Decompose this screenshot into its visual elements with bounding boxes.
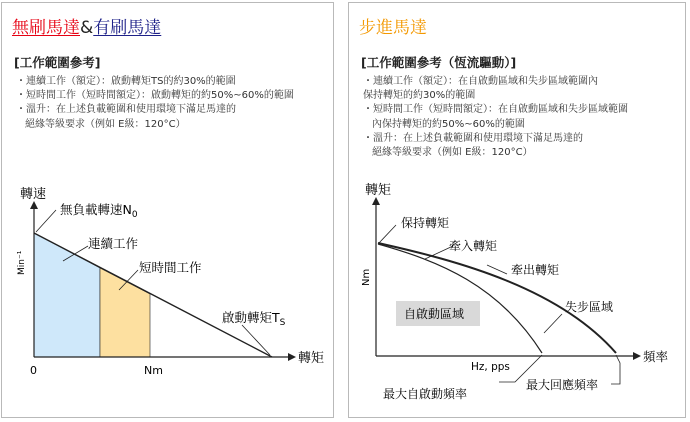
right-note-5: ・溫升：在上述負載範圍和使用環境下滿足馬達的 [363, 132, 583, 144]
step-out-region-label: 失步區域 [565, 300, 614, 314]
starting-torque-leader [242, 325, 270, 355]
step-out-leader [544, 314, 562, 333]
left-y-unit: Min⁻¹ [17, 250, 27, 275]
left-note-1: ・連續工作（額定）：啟動轉矩TS的約30%的範圍 [16, 76, 236, 87]
left-note-3: ・溫升：在上述負載範圍和使用環境下滿足馬達的 [16, 104, 236, 116]
right-note-2: 保持轉矩的約30%的範圍 [363, 90, 476, 102]
left-y-axis-label: 轉速 [20, 187, 47, 202]
left-note-2: ・短時間工作（短時間額定）：啟動轉矩的約50%~60%的範圍 [16, 90, 294, 102]
right-note-1: ・連續工作（額定）：在自啟動區域和失步區域範圍內 [363, 76, 598, 87]
continuous-work-region [34, 233, 100, 357]
left-diagram [2, 3, 335, 419]
holding-torque-leader [379, 225, 396, 243]
title-ampersand: & [80, 18, 94, 38]
right-section-heading: [工作範圍參考（恆流驅動）] [361, 55, 517, 70]
right-y-axis-label: 轉矩 [365, 183, 392, 198]
stepper-panel [348, 2, 686, 418]
starting-torque-text: 啟動轉矩T [222, 310, 280, 325]
pull-in-torque-label: 牽入轉矩 [449, 239, 498, 253]
starting-torque-sub: S [279, 318, 286, 328]
holding-torque-label: 保持轉矩 [401, 216, 450, 230]
no-load-speed-text: 無負載轉速N [60, 202, 132, 217]
left-nm-label: Nm [144, 364, 163, 377]
right-note-3: ・短時間工作（短時間額定）：在自啟動區域和失步區域範圍 [363, 104, 628, 116]
pull-out-torque-label: 牽出轉矩 [511, 263, 560, 277]
right-x-unit: Hz, pps [471, 361, 510, 373]
short-time-work-label: 短時間工作 [139, 260, 202, 275]
right-y-unit: Nm [361, 268, 372, 286]
no-load-speed-label [60, 202, 138, 220]
title-brushed: 有刷馬達 [93, 18, 162, 38]
right-diagram [349, 3, 687, 419]
title-brushless: 無刷馬達 [12, 18, 80, 38]
no-load-speed-sub: 0 [131, 210, 138, 220]
pull-out-torque-curve [378, 243, 616, 353]
continuous-work-label: 連續工作 [88, 236, 139, 251]
origin-label: 0 [30, 364, 37, 377]
pull-in-torque-curve [378, 244, 542, 353]
right-note-6: 絕緣等級要求（例如 E級：120°C） [372, 147, 533, 159]
self-start-region-label: 自啟動區域 [404, 307, 465, 321]
max-response-freq-label: 最大回應頻率 [526, 378, 599, 392]
right-title: 步進馬達 [359, 18, 427, 38]
pull-out-leader [487, 265, 507, 274]
right-x-axis-label: 頻率 [643, 349, 669, 364]
left-section-heading: [工作範圍參考] [14, 55, 101, 70]
right-note-4: 內保持轉矩的約50%~60%的範圍 [372, 118, 525, 130]
max-response-leader [611, 355, 620, 384]
short-time-work-region [100, 268, 150, 357]
left-note-4: 絕緣等級要求（例如 E級：120°C） [25, 118, 186, 130]
starting-torque-label [222, 310, 286, 328]
brushless-brushed-panel [1, 2, 334, 418]
max-self-start-freq-label: 最大自啟動頻率 [383, 387, 468, 401]
no-load-leader [36, 210, 56, 232]
left-x-axis-label: 轉矩 [298, 351, 325, 366]
